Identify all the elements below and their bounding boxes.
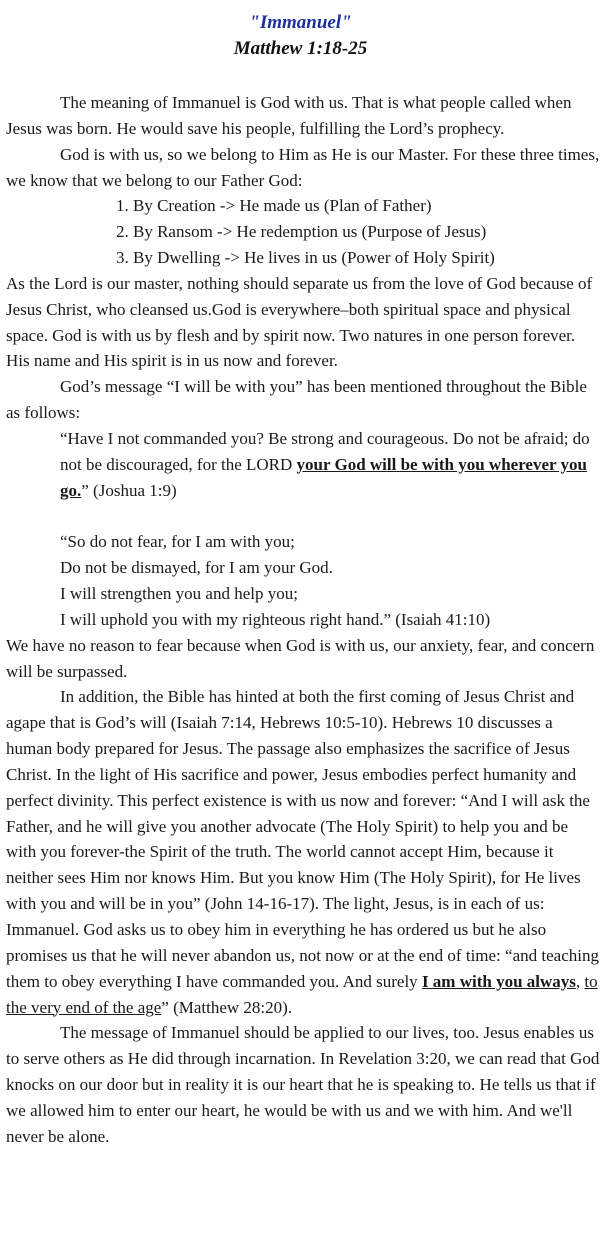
list-item: 1. By Creation -> He made us (Plan of Father): [116, 196, 432, 216]
quote-citation: ” (Matthew 28:20).: [161, 997, 293, 1017]
paragraph-belong: God is with us, so we belong to Him as He is our Master. For these three times, we know that we belong to our Father God:: [6, 144, 600, 190]
scripture-reference: Matthew 1:18-25: [233, 38, 368, 59]
quote-isaiah: [6, 529, 600, 632]
paragraph-meaning: The meaning of Immanuel is God with us. That is what people called when Jesus was born. He would save his people, fulfilling the Lord’s prophecy.: [6, 93, 572, 138]
paragraph-addition: [6, 684, 600, 1020]
paragraph-no-fear: We have no reason to fear because when God is with us, our anxiety, fear, and concern will be surpassed.: [6, 635, 595, 681]
quote-joshua: [6, 426, 600, 504]
list-item: 2. By Ransom -> He redemption us (Purpose of Jesus): [116, 222, 487, 242]
paragraph-text: In addition, the Bible has hinted at both the first coming of Jesus Christ and agape that is God’s will (Isaiah 7:14, Hebrews 10:5-10). Hebrews 10 discusses a human body prepared for Jesus. The passage also emphasizes the sacrifice of Jesus Christ. In the light of His sacrifice and power, Jesus embodies perfect humanity and perfect divinity. This perfect existence is with us now and forever: “And I will ask the Father, and he will give you another advocate (The Holy Spirit) to help you and be with you forever-the Spirit of the truth. The world cannot accept Him, because it neither sees Him nor knows Him. But you know Him (The Holy Spirit), for He lives with you and will be in you” (John 14-16-17). The light, Jesus, is in each of us: Immanuel. God asks us to obey him in everything he has ordered us but he also promises us that he will never abandon us, not now or at the end of time: “and teaching them to obey everything I have commanded you. And surely: [6, 687, 599, 991]
underlined-emphasis: to the very end of the age: [6, 971, 598, 1017]
paragraph-conclusion: The message of Immanuel should be applied to our lives, too. Jesus enables us to serve others as He did through incarnation. In Revelation 3:20, we can read that God knocks on our door but in reality it is our heart that he is speaking to. He tells us that if we allowed him to enter our heart, he would be with us and we with him. And we'll never be alone.: [6, 1023, 600, 1146]
quote-line: Do not be dismayed, for I am your God.: [60, 558, 333, 578]
sermon-body: [6, 90, 600, 1150]
comma: ,: [575, 971, 585, 991]
bold-emphasis: I am with you always: [421, 971, 576, 991]
quote-line: “So do not fear, for I am with you;: [60, 532, 295, 552]
quote-citation: ” (Joshua 1:9): [81, 480, 177, 500]
list-item: 3. By Dwelling -> He lives in us (Power of Holy Spirit): [116, 248, 495, 268]
quote-line: I will uphold you with my righteous right hand.” (Isaiah 41:10): [60, 609, 491, 629]
numbered-list: [6, 193, 600, 271]
paragraph-message: God’s message “I will be with you” has been mentioned throughout the Bible as follows:: [6, 377, 587, 423]
quote-line: I will strengthen you and help you;: [60, 584, 298, 604]
paragraph-master: As the Lord is our master, nothing should separate us from the love of God because of Jesus Christ, who cleansed us.God is everywhere–both spiritual space and physical space. God is with us by flesh and by spirit now. Two natures in one person forever. His name and His spirit is in us now and forever.: [6, 273, 593, 371]
quote-text: “Have I not commanded you? Be strong and courageous. Do not be afraid; do not be discouraged, for the LORD: [60, 428, 590, 474]
spacer: [6, 504, 600, 530]
sermon-title: "Immanuel": [249, 12, 352, 33]
quote-emphasis: your God will be with you wherever you go.: [60, 454, 587, 500]
